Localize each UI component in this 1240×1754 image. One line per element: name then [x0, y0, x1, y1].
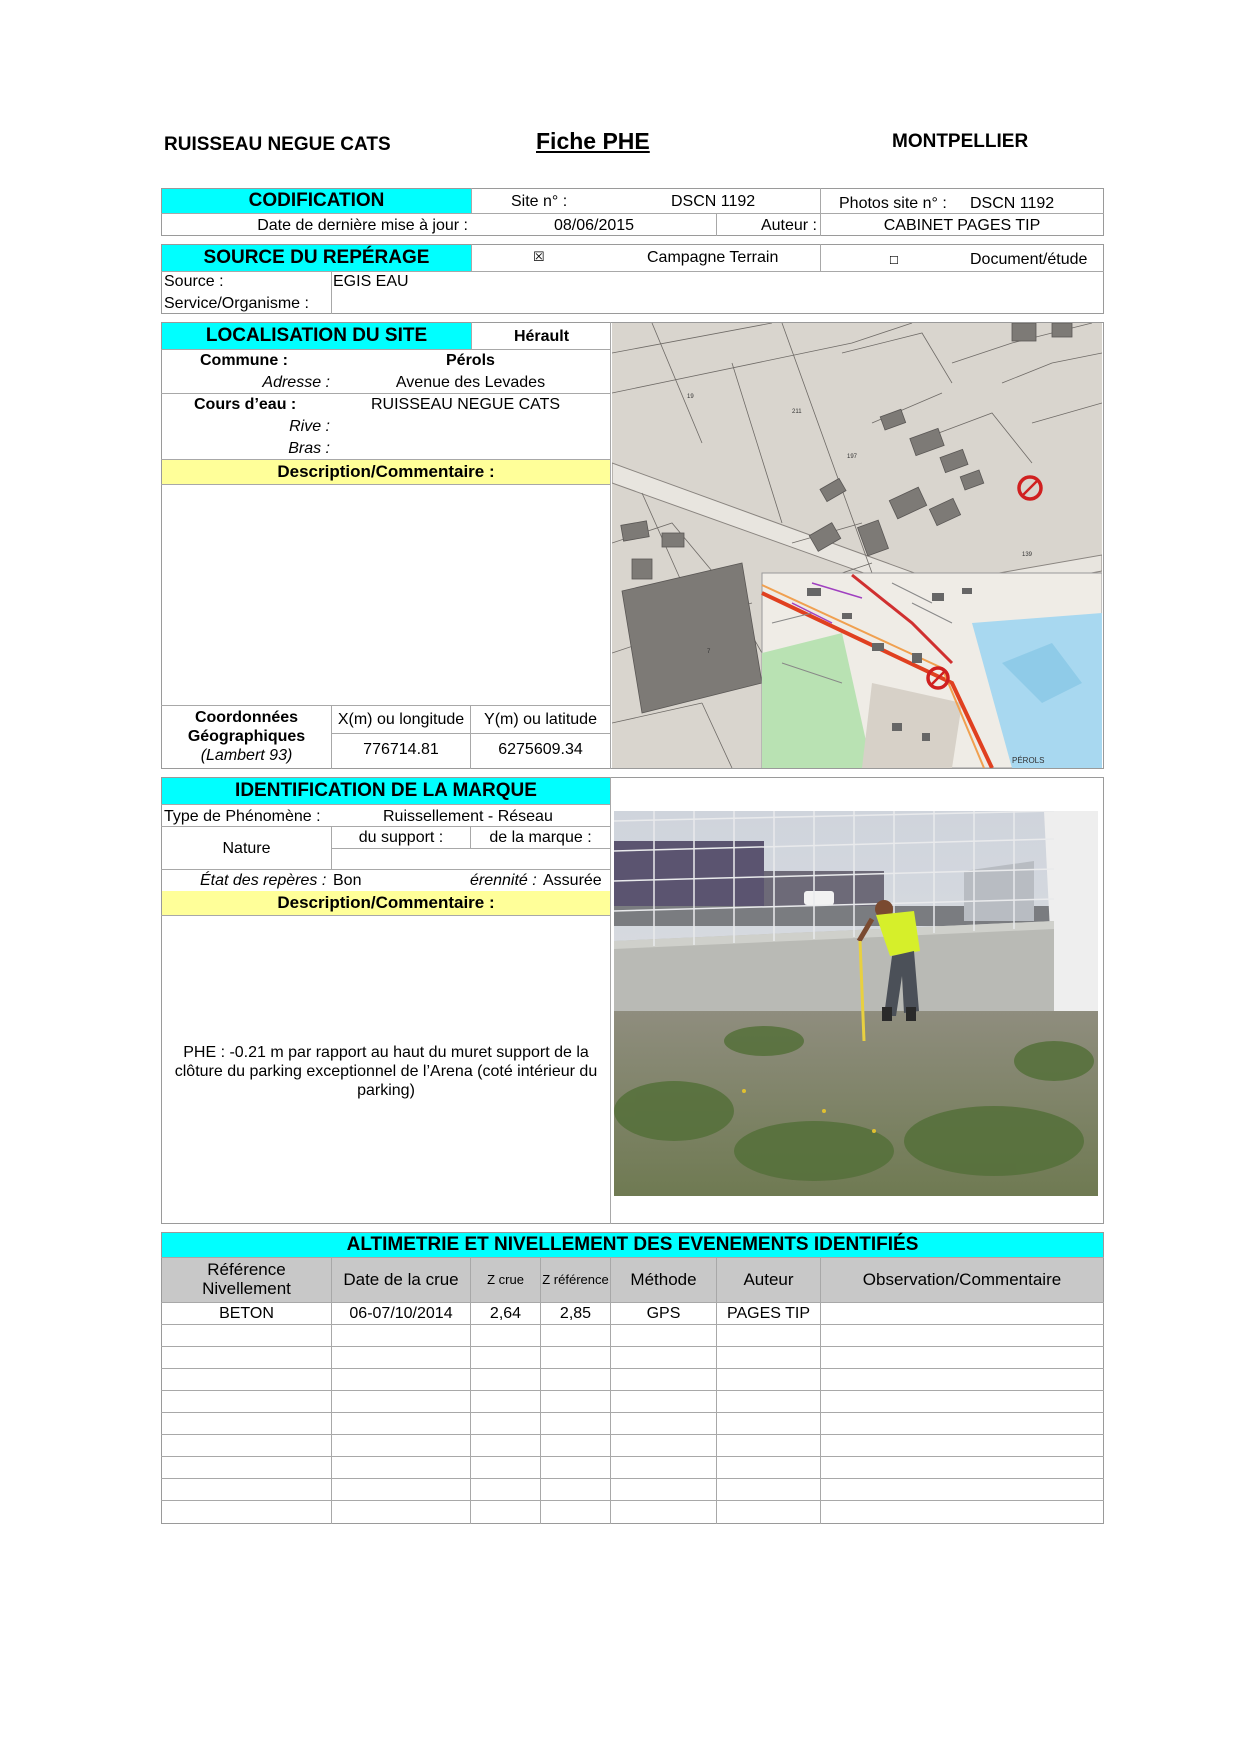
localisation-title: LOCALISATION DU SITE	[162, 323, 471, 349]
coord-label-2: Géographiques	[187, 728, 306, 745]
auteur-value: CABINET PAGES TIP	[883, 217, 1041, 234]
codification-title: CODIFICATION	[162, 189, 471, 213]
table-cell: PAGES TIP	[727, 1305, 810, 1322]
document-label: Document/étude	[970, 251, 1088, 268]
parcel-label: 139	[1022, 552, 1033, 558]
parcel-label: 19	[687, 394, 694, 400]
inset-map-label: PÉROLS	[1012, 756, 1045, 765]
rive-label: Rive :	[289, 418, 330, 435]
col-reference: Référence Nivellement	[202, 1260, 291, 1298]
table-cell: 2,85	[559, 1305, 592, 1322]
altimetrie-title: ALTIMETRIE ET NIVELLEMENT DES EVENEMENTS IDENTIFIÉS	[162, 1233, 1103, 1257]
perennite-label: érennité :	[470, 872, 537, 889]
col-z-crue: Z crue	[487, 1271, 524, 1287]
identification-desc-text: PHE : -0.21 m par rapport au haut du muret support de la clôture du parking exceptionnel de l’Arena (coté intérieur du parking)	[174, 1044, 598, 1099]
campagne-label: Campagne Terrain	[647, 249, 779, 266]
photos-label: Photos site n° :	[839, 195, 947, 212]
col-observation: Observation/Commentaire	[862, 1269, 1062, 1289]
table-cell: GPS	[646, 1305, 681, 1322]
source-value: EGIS EAU	[333, 273, 409, 290]
table-cell: 06-07/10/2014	[349, 1305, 453, 1322]
x-value: 776714.81	[363, 741, 439, 758]
cours-value: RUISSEAU NEGUE CATS	[371, 396, 561, 413]
coord-label-3: (Lambert 93)	[200, 747, 293, 764]
y-label: Y(m) ou latitude	[484, 711, 597, 728]
col-auteur: Auteur	[743, 1269, 794, 1289]
type-label: Type de Phénomène :	[164, 808, 321, 825]
date-value: 08/06/2015	[553, 217, 635, 234]
source-label: Source :	[164, 273, 224, 290]
x-label: X(m) ou longitude	[337, 711, 465, 728]
city-name: MONTPELLIER	[892, 131, 1029, 152]
photos-value: DSCN 1192	[970, 195, 1055, 212]
identification-desc-title: Description/Commentaire :	[162, 891, 610, 915]
page-title: Fiche PHE	[536, 128, 650, 154]
nature-label: Nature	[222, 840, 271, 857]
bras-label: Bras :	[288, 440, 330, 457]
col-methode: Méthode	[630, 1269, 697, 1289]
parcel-label: 7	[707, 649, 711, 655]
source-title: SOURCE DU REPÉRAGE	[162, 245, 471, 271]
departement: Hérault	[513, 328, 570, 345]
campagne-checkbox[interactable]: ☒	[533, 249, 545, 264]
cadastral-map-drawing	[612, 323, 1102, 768]
date-label: Date de dernière mise à jour :	[257, 217, 468, 234]
perennite-value: Assurée	[543, 872, 602, 889]
site-label: Site n° :	[511, 193, 568, 210]
document-checkbox[interactable]: ☐	[889, 255, 899, 267]
localisation-desc-title: Description/Commentaire :	[162, 460, 610, 484]
coord-label-1: Coordonnées	[194, 709, 299, 726]
site-photo-drawing	[614, 811, 1098, 1196]
marque-label: de la marque :	[489, 829, 592, 846]
cours-label: Cours d’eau :	[194, 396, 297, 413]
support-label: du support :	[358, 829, 444, 846]
site-photo	[614, 811, 1098, 1196]
river-name: RUISSEAU NEGUE CATS	[164, 134, 391, 155]
adresse-label: Adresse :	[262, 374, 330, 391]
service-label: Service/Organisme :	[164, 295, 309, 312]
site-value: DSCN 1192	[671, 193, 756, 210]
commune-value: Pérols	[446, 352, 495, 369]
auteur-label: Auteur :	[760, 217, 817, 234]
parcel-label: 211	[792, 409, 802, 415]
commune-label: Commune :	[200, 352, 288, 369]
adresse-value: Avenue des Levades	[395, 374, 546, 391]
etat-value: Bon	[333, 872, 362, 889]
etat-label: État des repères :	[200, 872, 327, 889]
col-date: Date de la crue	[343, 1269, 459, 1289]
table-cell: 2,64	[489, 1305, 522, 1322]
cadastral-map	[612, 323, 1102, 768]
type-value: Ruissellement - Réseau	[383, 808, 553, 825]
parcel-label: 197	[847, 454, 858, 460]
table-cell: BETON	[219, 1305, 274, 1322]
identification-title: IDENTIFICATION DE LA MARQUE	[162, 778, 610, 804]
y-value: 6275609.34	[498, 741, 583, 758]
col-z-reference: Z référence	[542, 1271, 609, 1287]
